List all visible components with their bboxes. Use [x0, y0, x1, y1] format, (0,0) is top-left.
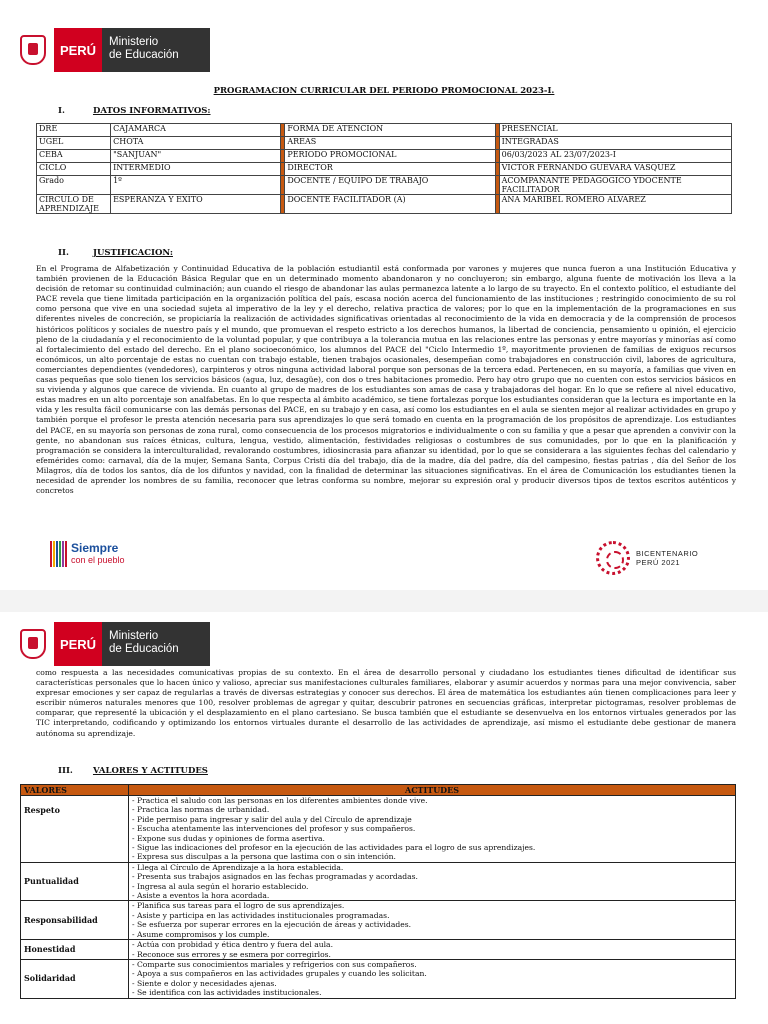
value-name: Honestidad [21, 940, 129, 960]
attitude-item: - Reconoce sus errores y se esmera por corregirlos. [132, 949, 331, 959]
section-1-number: I. [58, 106, 65, 116]
info-key-cell: PERIODO PROMOCIONAL [285, 150, 495, 163]
section-1-label: DATOS INFORMATIVOS: [92, 106, 211, 116]
attitudes-cell [129, 862, 736, 901]
info-value-cell: ESPERANZA Y EXITO [111, 195, 281, 214]
values-table [20, 784, 736, 999]
section-1-heading [58, 106, 211, 116]
info-key-cell: Grado [37, 176, 111, 195]
attitude-item: - Asiste a eventos la hora acordada. [132, 891, 270, 901]
section-2-label: JUSTIFICACION: [92, 248, 173, 258]
info-value-cell: PRESENCIAL [499, 124, 731, 137]
info-value-cell: INTEGRADAS [499, 137, 731, 150]
ministry-line-2: de Educación [109, 643, 179, 655]
ministry-line-1: Ministerio [109, 36, 159, 48]
section-3-heading [58, 766, 208, 776]
values-column-header: VALORES [21, 785, 129, 796]
attitudes-cell [129, 901, 736, 940]
info-value-cell: INTERMEDIO [111, 163, 281, 176]
values-row [21, 959, 736, 998]
section-2-number: II. [58, 248, 69, 258]
info-key-cell: CICLO [37, 163, 111, 176]
info-key-cell: DRE [37, 124, 111, 137]
value-name: Responsabilidad [21, 901, 129, 940]
ministry-label [102, 28, 210, 72]
attitude-item: - Ingresa al aula según el horario establecido. [132, 881, 309, 891]
values-row [21, 796, 736, 863]
info-key-cell: DOCENTE FACILITADOR (A) [285, 195, 495, 214]
attitude-item: - Llega al Círculo de Aprendizaje a la hora establecida. [132, 862, 344, 872]
attitudes-cell [129, 959, 736, 998]
coat-of-arms-icon [12, 622, 54, 666]
info-row [37, 124, 732, 137]
attitude-item: - Expone sus dudas y opiniones de forma asertiva. [132, 833, 325, 843]
peru-label: PERÚ [54, 622, 102, 666]
info-row [37, 163, 732, 176]
ministry-header-logo-2 [12, 622, 210, 666]
info-value-cell: 1º [111, 176, 281, 195]
page-gap [0, 590, 768, 612]
info-value-cell: CAJAMARCA [111, 124, 281, 137]
con-el-pueblo-label: con el pueblo [71, 555, 125, 565]
value-name: Solidaridad [21, 959, 129, 998]
info-key-cell: UGEL [37, 137, 111, 150]
info-value-cell: ANA MARIBEL ROMERO ALVAREZ [499, 195, 731, 214]
attitude-item: - Asiste y participa en las actividades institucionales programadas. [132, 910, 390, 920]
bicentenario-logo [596, 540, 736, 576]
attitude-item: - Siente e dolor y necesidades ajenas. [132, 978, 277, 988]
attitude-item: - Sigue las indicaciones del profesor en la ejecución de las actividades para el logro de sus aprendizajes. [132, 843, 536, 853]
section-2-heading [58, 248, 173, 258]
info-key-cell: DIRECTOR [285, 163, 495, 176]
info-key-cell: CIRCULO DE APRENDIZAJE [37, 195, 111, 214]
attitude-item: - Pide permiso para ingresar y salir del aula y del Círculo de aprendizaje [132, 814, 412, 824]
attitude-item: - Practica las normas de urbanidad. [132, 805, 270, 815]
siempre-label: Siempre [71, 541, 119, 555]
info-row [37, 176, 732, 195]
peru-2021-label: PERÚ 2021 [636, 558, 681, 567]
attitude-item: - Comparte sus conocimientos mariales y refrigerios con sus compañeros. [132, 959, 417, 969]
info-value-cell: 06/03/2023 AL 23/07/2023-I [499, 150, 731, 163]
attitude-item: - Asume compromisos y los cumple. [132, 929, 270, 939]
stripes-icon [50, 541, 67, 567]
coat-of-arms-icon [12, 28, 54, 72]
section-3-number: III. [58, 766, 73, 776]
peru-label: PERÚ [54, 28, 102, 72]
info-key-cell: DOCENTE / EQUIPO DE TRABAJO [285, 176, 495, 195]
info-value-cell: ACOMPAÑANTE PEDAGOGICO YDOCENTE FACILITADOR [499, 176, 731, 195]
attitudes-cell [129, 940, 736, 960]
value-name: Respeto [21, 796, 129, 863]
ministry-label [102, 622, 210, 666]
info-key-cell: FORMA DE ATENCION [285, 124, 495, 137]
siempre-con-el-pueblo-logo [50, 538, 140, 570]
values-row [21, 901, 736, 940]
info-key-cell: AREAS [285, 137, 495, 150]
attitude-item: - Escucha atentamente las intervenciones del profesor y sus compañeros. [132, 824, 416, 834]
values-row [21, 940, 736, 960]
info-key-cell: CEBA [37, 150, 111, 163]
values-row [21, 862, 736, 901]
info-value-cell: VICTOR FERNANDO GUEVARA VASQUEZ [499, 163, 731, 176]
attitude-item: - Se esfuerza por superar errores en la ejecución de áreas y actividades. [132, 920, 412, 930]
info-value-cell: "SANJUAN" [111, 150, 281, 163]
info-table [36, 123, 732, 214]
justification-paragraph-1: En el Programa de Alfabetización y Continuidad Educativa de la población estudiantil está conformada por varones y mujeres que nunca fueron a una Institución Educativa y también provienen de la Educación Básica Regular que en un determinado momento abandonaron y no concluyeron; sin embargo, alguna fuente de motivación los lleva a la decisión de retomar su continuidad culminación; aun cuando el riesgo de abandonar las aulas permanezca latente a lo largo de su trayecto. En el contexto político, el estudiante del PACE revela que tiene limitada participación en la organización política del país, escasa noción acerca del funcionamiento de las instituciones ; restringido conocimiento de su rol como persona que vive en una sociedad sujeta al imperativo de la ley y el derecho, relativa practica de valores; por lo que en la implementación de la programaciones en sus diferentes niveles de concreción, se propiciaría la realización de actividades significativas orientadas al reconocimiento de la vida en democracia y de la comprensión de procesos históricos políticos y sociales de nuestro país y el mundo, que promuevan el respeto estricto a los derechos humanos, la libertad de conciencia, pensamiento u opinión, el ejercicio pleno de la ciudadanía y el reconocimiento de la voluntad popular, y que contribuya a la tolerancia mutua en las relaciones entre las personas y entre mayorías y minorías así como al fortalecimiento del estado del derecho. En el plano socioeconómico, los alumnos del PACE del "Ciclo Intermedio 1º, mayoritmente provienen de familias de exiguos recursos económicos, un alto porcentaje de estas no cuentan con trabajo estable, tienen trabajos ocasionales, desempeñan como trabajadores en construcción civil, labores de agricultura, comerciantes dependientes (vendedores), carpinteros y otros ninguna actividad laboral porque son personas de la tercera edad. Pertenecen, en su mayoría, a familias que viven en casas pequeñas que solo tienen los servicios básicos (agua, luz, desagüe), con dos o tres habitaciones promedio. Pero hay otro grupo que no cuenten con estos servicios básicos en su vivienda y algunos que carece de vivienda. En cuanto al grupo de madres de los estudiantes son amas de casa y trabajadoras del hogar. En lo que se refiere al nivel educativo, estas madres en un alto porcentaje son analfabetas. En lo que respecta al ámbito académico, se tiene fortalezas porque los estudiantes consideran que la lectura es importante en la vida y les resulta fácil comunicarse con las demás personas del PACE, en su trabajo y en casa, así como los estudiantes en el aula se sienten mejor al realizar actividades en grupo y también porque el profesor le presta atención necesaria para sus aprendizajes lo que será tomado en cuenta en la programación de los propósitos de aprendizaje. Los estudiantes del PACE, en su mayoría son personas de zona rural, como consecuencia de los procesos migratorios e individualmente o con su familia y que a pesar que aprenden a convivir con la gente, no abandonan sus raíces étnicas, cultura, lengua, vestido, alimentación, festividades religiosas o costumbres de sus comunidades, por lo que en la planificación y programación se considera la interculturalidad, revalorando costumbres, idiosincrasia para afianzar su identidad, por lo que se considerara a las siguientes fechas del calendario y efemérides como: carnaval, día de la mujer, Semana Santa, Corpus Cristi día del trabajo, día de la madre, día del padre, día del campesino, fiestas patrias , día del Señor de los Milagros, día de todos los santos, día de los difuntos y navidad, con la finalidad de determinar las situaciones significativas. En el área de Comunicación los estudiantes tienen la necesidad de aprender los nombres de su familia, reconocer que letras conforma su nombre, mejorar su expresión oral y producir diversos tipos de textos escritos auténticos y concretos [36, 264, 737, 496]
attitude-item: - Expresa sus disculpas a la persona que lastima con o sin intención. [132, 852, 396, 862]
justification-paragraph-2: como respuesta a las necesidades comunicativas propias de su contexto. En el área de desarrollo personal y ciudadano los estudiantes tienes dificultad de identificar sus características personales que lo hacen único y valioso, apreciar sus manifestaciones culturales familiares, elaborar y asumir acuerdos y normas para una mejor convivencia, saber expresar emociones y ser capaz de regularlas a través de diversas estrategias y conocer sus derechos. El área de matemática los estudiantes aún tienen complicaciones para leer y escribir números naturales menores que 100, resolver problemas de agregar y quitar, descubrir patrones en secuencias gráficas, interpretar pictogramas, resolver problemas de comparar, que representé la ubicación y el desplazamiento en el plano cartesiano. Se busca también que el estudiante se desenvuelva en los entornos virtuales generados por las TIC interpretando, codificando y optimizando los entornos virtuales durante el desarrollo de las actividades de aprendizaje, así mismo el estudiante debe gestionar de manera autónoma su aprendizaje. [36, 668, 736, 738]
info-row [37, 150, 732, 163]
info-value-cell: CHOTA [111, 137, 281, 150]
attitude-item: - Se identifica con las actividades institucionales. [132, 988, 322, 998]
attitude-item: - Apoya a sus compañeros en las actividades grupales y cuando les solicitan. [132, 969, 427, 979]
document-title: PROGRAMACION CURRICULAR DEL PERIODO PROMOCIONAL 2023-I. [213, 86, 555, 96]
attitude-item: - Presenta sus trabajos asignados en las fechas programadas y acordadas. [132, 872, 418, 882]
info-row [37, 195, 732, 214]
attitude-item: - Planifica sus tareas para el logro de sus aprendizajes. [132, 901, 345, 911]
rosette-icon [596, 541, 630, 575]
attitude-item: - Actúa con probidad y ética dentro y fuera del aula. [132, 940, 333, 950]
attitude-item: - Practica el saludo con las personas en los diferentes ambientes donde vive. [132, 796, 428, 805]
bicentenario-label: BICENTENARIO [636, 549, 699, 558]
ministry-line-2: de Educación [109, 49, 179, 61]
ministry-header-logo [12, 28, 210, 72]
value-name: Puntualidad [21, 862, 129, 901]
attitudes-cell [129, 796, 736, 863]
attitudes-column-header: ACTITUDES [129, 785, 736, 796]
ministry-line-1: Ministerio [109, 630, 159, 642]
info-row [37, 137, 732, 150]
section-3-label: VALORES Y ACTITUDES [92, 766, 208, 776]
